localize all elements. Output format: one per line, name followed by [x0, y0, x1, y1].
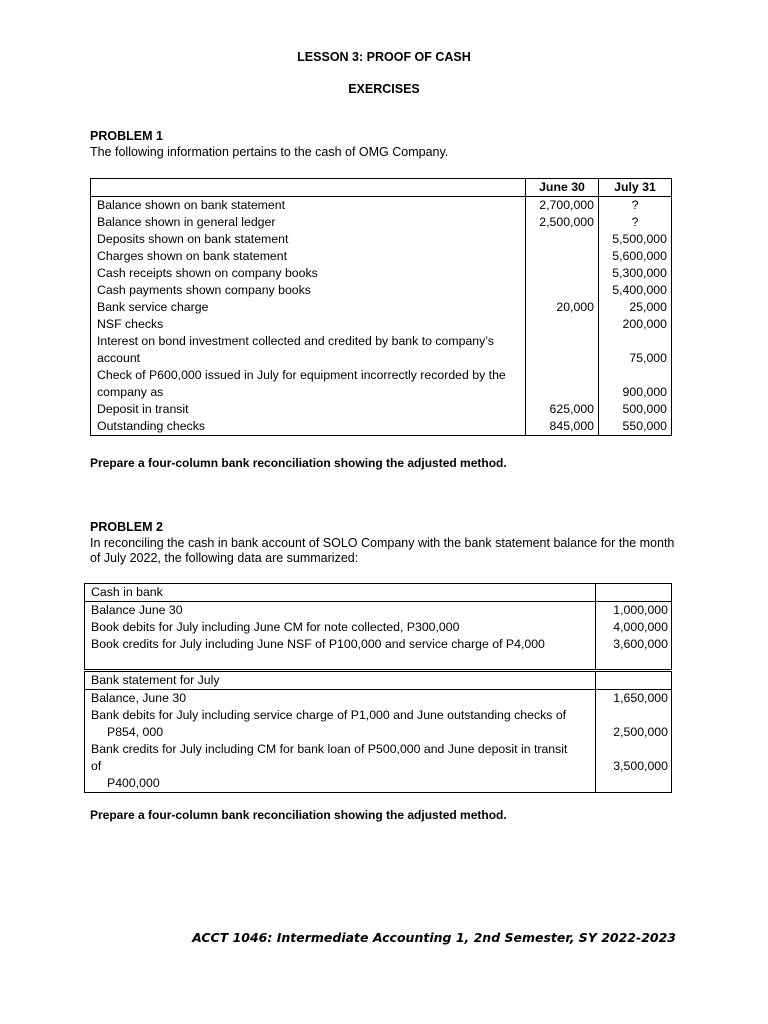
- col-july31: July 31: [599, 179, 672, 197]
- bank-statement-header-row: Bank statement for July: [85, 672, 672, 690]
- table-row: Balance, June 30 1,650,000: [85, 690, 672, 708]
- problem1-table: [90, 178, 672, 436]
- table-row: NSF checks 200,000: [91, 316, 672, 333]
- table-row: Book credits for July including June NSF of P100,000 and service charge of P4,000 3,600,000: [85, 636, 672, 670]
- course-footer: ACCT 1046: Intermediate Accounting 1, 2nd Semester, SY 2022-2023: [192, 930, 676, 945]
- problem2-instruction: Prepare a four-column bank reconciliation showing the adjusted method.: [90, 808, 507, 822]
- problem1-instruction: Prepare a four-column bank reconciliation showing the adjusted method.: [90, 456, 507, 470]
- bank-statement-table: [84, 671, 672, 793]
- table-row: Deposit in transit 625,000 500,000: [91, 401, 672, 418]
- table-row: Book debits for July including June CM for note collected, P300,000 4,000,000: [85, 619, 672, 636]
- problem2-heading: PROBLEM 2: [90, 520, 163, 534]
- table-row: Cash payments shown company books 5,400,000: [91, 282, 672, 299]
- table-row: Check of P600,000 issued in July for equipment incorrectly recorded by the company as 900,000: [91, 367, 672, 401]
- table-row: Interest on bond investment collected and credited by bank to company’s account 75,000: [91, 333, 672, 367]
- problem1-heading: PROBLEM 1: [90, 129, 163, 143]
- table-row: Outstanding checks 845,000 550,000: [91, 418, 672, 436]
- table-row: Balance June 30 1,000,000: [85, 602, 672, 620]
- col-june30: June 30: [526, 179, 599, 197]
- table-row: Charges shown on bank statement 5,600,000: [91, 248, 672, 265]
- table-row: Bank service charge 20,000 25,000: [91, 299, 672, 316]
- table-header-row: [91, 179, 672, 197]
- cash-in-bank-header-row: Cash in bank: [85, 584, 672, 602]
- table-row: Bank debits for July including service charge of P1,000 and June outstanding checks of P854, 000 2,500,000: [85, 707, 672, 741]
- problem1-intro: The following information pertains to the cash of OMG Company.: [90, 145, 449, 159]
- table-row: Bank credits for July including CM for bank loan of P500,000 and June deposit in transit of P400,000 3,500,000: [85, 741, 672, 793]
- exercises-subtitle: EXERCISES: [348, 82, 420, 96]
- table-row: Balance shown on bank statement 2,700,000 ?: [91, 197, 672, 215]
- lesson-title: LESSON 3: PROOF OF CASH: [297, 50, 471, 64]
- table-row: Deposits shown on bank statement 5,500,000: [91, 231, 672, 248]
- table-row: Balance shown in general ledger 2,500,000 ?: [91, 214, 672, 231]
- table-row: Cash receipts shown on company books 5,300,000: [91, 265, 672, 282]
- problem2-intro: In reconciling the cash in bank account of SOLO Company with the bank statement balance for the month of July 2022, the following data are summarized:: [90, 536, 675, 565]
- cash-in-bank-table: [84, 583, 672, 670]
